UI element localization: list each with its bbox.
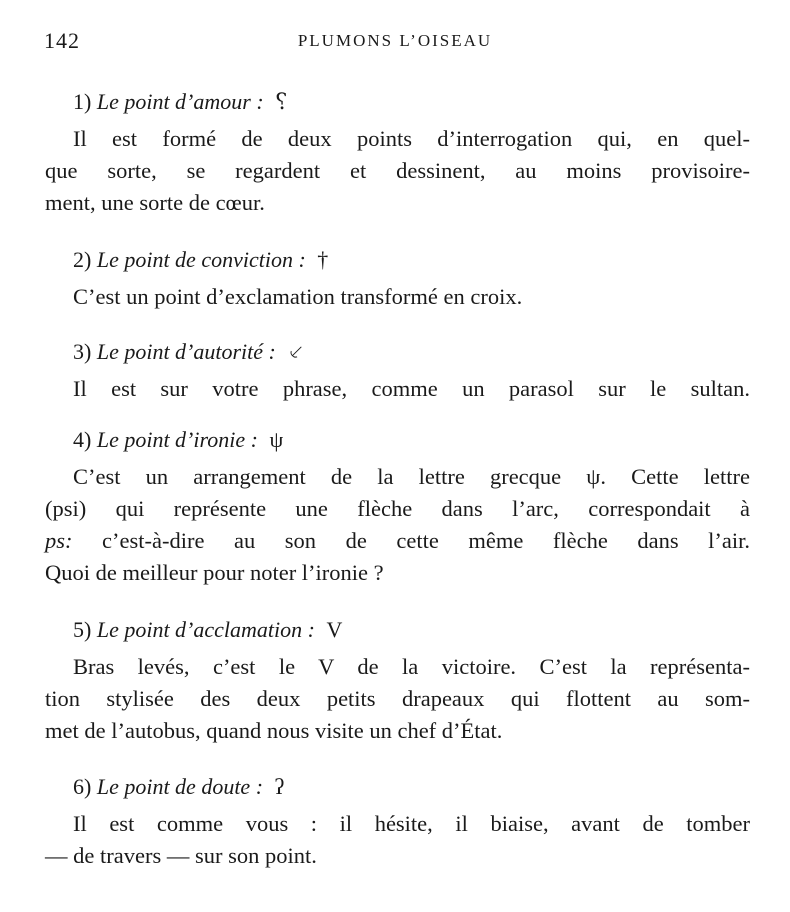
- body-line: ment, une sorte de cœur.: [45, 190, 265, 215]
- body-line: Quoi de meilleur pour noter l’ironie ?: [45, 560, 384, 585]
- section-heading: [73, 425, 750, 455]
- body-line: (psi) qui représente une flèche dans l’arc, correspondait à: [45, 496, 750, 521]
- section-body: [45, 651, 750, 747]
- page-header: [44, 28, 746, 58]
- section-point-acclamation: [45, 615, 750, 747]
- section-number: 1): [73, 89, 92, 114]
- section-heading: [73, 615, 750, 645]
- body-line: — de travers — sur son point.: [45, 843, 317, 868]
- section-point-ironie: [45, 425, 750, 589]
- punctuation-glyph: †: [317, 247, 329, 272]
- section-body: [45, 373, 750, 405]
- punctuation-glyph: ψ: [269, 427, 284, 452]
- section-body: [45, 281, 750, 313]
- body-line: C’est un arrangement de la lettre grecque ψ. Cette lettre: [73, 464, 750, 489]
- section-title: Le point d’ironie :: [96, 427, 258, 452]
- body-line: Il est comme vous : il hésite, il biaise, avant de tomber: [73, 811, 750, 836]
- section-body: [45, 123, 750, 219]
- body-line: que sorte, se regardent et dessinent, au moins provisoire-: [45, 158, 750, 183]
- section-title: Le point d’amour :: [96, 89, 264, 114]
- section-title: Le point de doute :: [96, 774, 264, 799]
- body-line: Bras levés, c’est le V de la victoire. C’est la représenta-: [73, 654, 750, 679]
- section-title: Le point de conviction :: [96, 247, 306, 272]
- section-heading: [73, 337, 750, 367]
- section-number: 2): [73, 247, 92, 272]
- section-point-doute: [45, 772, 750, 872]
- body-line: Il est sur votre phrase, comme un parasol sur le sultan.: [73, 376, 750, 401]
- body-line: Il est formé de deux points d’interrogation qui, en quel-: [73, 126, 750, 151]
- body-line: ps: c’est-à-dire au son de cette même flèche dans l’air.: [45, 528, 750, 553]
- section-number: 3): [73, 339, 92, 364]
- body-line: C’est un point d’exclamation transformé en croix.: [73, 284, 523, 309]
- body-line: met de l’autobus, quand nous visite un chef d’État.: [45, 718, 503, 743]
- italic-ps: ps:: [45, 528, 73, 553]
- section-heading: [73, 87, 750, 117]
- section-number: 6): [73, 774, 92, 799]
- section-point-autorite: [45, 337, 750, 405]
- section-point-conviction: [45, 245, 750, 313]
- section-number: 5): [73, 617, 92, 642]
- running-head: PLUMONS L’OISEAU: [297, 31, 493, 50]
- punctuation-glyph: ʔ: [274, 774, 285, 799]
- page-number: 142: [44, 28, 80, 53]
- punctuation-glyph: ⸮: [275, 89, 287, 114]
- section-body: [45, 461, 750, 589]
- section-point-amour: [45, 87, 750, 219]
- punctuation-glyph: V: [326, 617, 343, 642]
- section-heading: [73, 772, 750, 802]
- punctuation-glyph: ⸔: [287, 339, 304, 364]
- section-body: [45, 808, 750, 872]
- body-line: tion stylisée des deux petits drapeaux qui flottent au som-: [45, 686, 750, 711]
- section-title: Le point d’autorité :: [96, 339, 276, 364]
- section-heading: [73, 245, 750, 275]
- section-title: Le point d’acclamation :: [96, 617, 315, 642]
- section-number: 4): [73, 427, 92, 452]
